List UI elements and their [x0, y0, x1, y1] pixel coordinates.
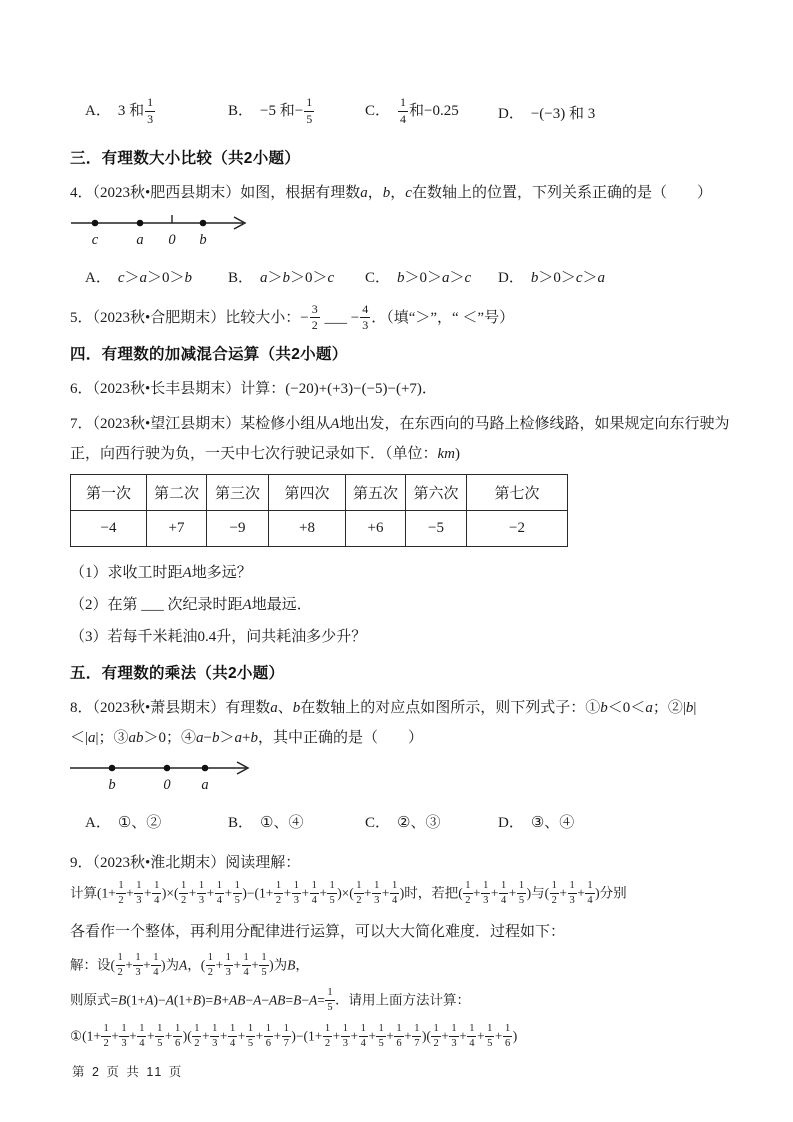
table-cell: +6	[346, 510, 406, 546]
option-text: a＞b＞0＞c	[260, 269, 335, 286]
option-text: ①、②	[117, 814, 162, 831]
fraction: $\frac{1}{2}$	[433, 1022, 439, 1049]
fraction: $\frac{1}{3}$	[198, 880, 205, 906]
fraction: $\frac{1}{4}$	[229, 1022, 236, 1049]
fraction: $\frac{1}{3}$	[225, 951, 231, 978]
fraction: $\frac{1}{3}$	[212, 1022, 218, 1049]
number-line-label: a	[201, 777, 209, 794]
q4-option-b	[228, 266, 365, 287]
option-text: −(−3) 和 3	[530, 105, 596, 122]
fraction: $\frac{1}{5}$	[487, 1022, 493, 1049]
option-label: A．	[85, 269, 111, 286]
point-dot-c	[92, 220, 99, 227]
fraction: $\frac{1}{4}$	[311, 880, 317, 906]
option-label: B．	[228, 814, 254, 831]
q4-options-row	[70, 261, 735, 291]
fraction: $\frac{1}{6}$	[504, 1022, 511, 1049]
fraction: $\frac{1}{3}$	[374, 880, 380, 906]
fraction: $\frac{1}{2}$	[465, 880, 471, 906]
q8-option-b	[228, 811, 365, 832]
option-text: ②、③	[397, 814, 441, 831]
fraction: $\frac{1}{5}$	[306, 95, 313, 126]
q7-part-1: （1）求收工时距A地多远？	[70, 564, 252, 581]
fraction: $\frac{1}{4}$	[392, 880, 398, 906]
q3-options-row	[70, 90, 735, 134]
option-label: B．	[228, 103, 254, 120]
fraction: $\frac{1}{6}$	[174, 1022, 181, 1049]
table-cell: −5	[406, 510, 467, 546]
table-header-cell: 第二次	[147, 474, 207, 510]
fraction: $\frac{1}{2}$	[118, 880, 124, 906]
fraction: $\frac{3}{2}$	[311, 301, 318, 333]
number-line-label: 0	[163, 777, 171, 794]
point-dot-a	[202, 765, 209, 772]
q3-option-d	[498, 102, 735, 123]
fraction: $\frac{1}{4}$	[216, 880, 222, 906]
fraction: $\frac{1}{5}$	[378, 1022, 384, 1049]
q8-options-row	[70, 806, 735, 836]
table-header-row	[71, 474, 568, 510]
option-label: C．	[365, 269, 391, 286]
option-text: b＞0＞c＞a	[530, 269, 606, 286]
table-header-cell: 第六次	[406, 474, 467, 510]
option-text: c＞a＞0＞b	[117, 269, 193, 286]
fraction: $\frac{1}{3}$	[293, 880, 299, 906]
table-cell: −2	[467, 510, 568, 546]
point-dot-b	[200, 220, 207, 227]
table-header-cell: 第四次	[269, 474, 346, 510]
q3-option-a	[85, 97, 228, 127]
fraction: $\frac{1}{2}$	[117, 951, 123, 978]
option-text: $\frac{1}{4}$ 和−0.25	[400, 95, 459, 126]
fraction: $\frac{1}{4}$	[587, 880, 593, 906]
option-label: D．	[498, 269, 524, 286]
q8-option-a	[85, 811, 228, 832]
point-dot-a	[137, 220, 144, 227]
q4-number-line	[70, 211, 735, 257]
fraction: $\frac{1}{7}$	[414, 1022, 420, 1049]
fraction: $\frac{1}{5}$	[261, 951, 267, 978]
fraction: $\frac{1}{5}$	[157, 1022, 163, 1049]
fraction: $\frac{1}{3}$	[136, 880, 142, 906]
fraction: $\frac{1}{2}$	[207, 951, 213, 978]
fraction: $\frac{1}{5}$	[327, 987, 333, 1013]
option-label: B．	[228, 269, 254, 286]
fraction: $\frac{1}{6}$	[265, 1022, 271, 1049]
q9-exercise-line: ①(1+ $\frac{1}{2}$ + $\frac{1}{3}$ + $\frac{1}{4}$ + $\frac{1}{5}$ + $\frac{1}{6}$ )( $\frac{1}{2}$ + $\frac{1}{3}$ + $\frac{1}{4}$ + $\frac{1}{5}$ + $\frac{1}{6}$ + $\frac{1}{7}$ )−(1+ $\frac{1}{2}$ + $\frac{1}{3}$ + $\frac{1}{4}$ + $\frac{1}{5}$ + $\frac{1}{6}$ + $\frac{1}{7}$ )( $\frac{1}{2}$ + $\frac{1}{3}$ + $\frac{1}{4}$ + $\frac{1}{5}$ + $\frac{1}{6}$ )	[70, 1022, 518, 1049]
fraction: $\frac{1}{4}$	[153, 951, 159, 978]
fraction: $\frac{1}{3}$	[483, 880, 489, 906]
fraction: $\frac{1}{5}$	[518, 880, 525, 906]
q9-stem: 9．（2023秋•淮北期末）阅读理解：	[70, 855, 301, 872]
fraction: $\frac{1}{3}$	[451, 1022, 457, 1049]
fraction: $\frac{1}{5}$	[247, 1022, 254, 1049]
fraction: $\frac{1}{4}$	[400, 95, 407, 126]
section-heading-4: 四．有理数的加减混合运算（共2小题）	[70, 345, 348, 363]
fraction: $\frac{1}{4}$	[243, 951, 249, 978]
number-line-axis	[70, 756, 270, 776]
q9-solution-line: 解：设( $\frac{1}{2}$ + $\frac{1}{3}$ + $\frac{1}{4}$ )为A，( $\frac{1}{2}$ + $\frac{1}{3}$ + $\frac{1}{4}$ + $\frac{1}{5}$ )为B，	[70, 951, 309, 978]
fraction: $\frac{1}{4}$	[139, 1022, 145, 1049]
fraction: $\frac{1}{5}$	[329, 880, 335, 906]
number-line-label: 0	[168, 232, 176, 248]
option-text: −5 和− $\frac{1}{5}$	[260, 95, 313, 126]
point-dot-b	[109, 765, 116, 772]
option-text: 3 和 $\frac{1}{3}$	[117, 95, 154, 126]
q9-formula-line-1: 计算(1+ $\frac{1}{2}$ + $\frac{1}{3}$ + $\frac{1}{4}$ )×( $\frac{1}{2}$ + $\frac{1}{3}$ + $\frac{1}{4}$ + $\frac{1}{5}$ )−(1+ $\frac{1}{2}$ + $\frac{1}{3}$ + $\frac{1}{4}$ + $\frac{1}{5}$ )×( $\frac{1}{2}$ + $\frac{1}{3}$ + $\frac{1}{4}$ )时，若把( $\frac{1}{2}$ + $\frac{1}{3}$ + $\frac{1}{4}$ + $\frac{1}{5}$ )与( $\frac{1}{2}$ + $\frac{1}{3}$ + $\frac{1}{4}$ )分别	[70, 880, 627, 906]
table-cell: −9	[207, 510, 269, 546]
q4-option-a	[85, 266, 228, 287]
table-cell: +8	[269, 510, 346, 546]
section-heading-5: 五．有理数的乘法（共2小题）	[70, 665, 285, 683]
q8-stem: 8．（2023秋•萧县期末）有理数a、b在数轴上的对应点如图所示，则下列式子：①b＜0＜a；②|b|＜|a|；③ab＞0；④a−b＞a+b，其中正确的是（ ）	[70, 700, 697, 747]
q4-option-d	[498, 266, 735, 287]
fraction: $\frac{1}{5}$	[234, 880, 240, 906]
option-label: C．	[365, 814, 391, 831]
fraction: $\frac{1}{4}$	[154, 880, 160, 906]
fraction: $\frac{1}{2}$	[194, 1022, 200, 1049]
fraction: $\frac{1}{2}$	[103, 1022, 109, 1049]
option-text: b＞0＞a＞c	[397, 269, 472, 286]
page-footer: 第 2 页 共 11 页	[72, 1065, 184, 1079]
q7-subquestions	[70, 557, 735, 654]
q3-option-c	[365, 97, 498, 127]
option-label: D．	[498, 105, 524, 122]
q8-option-c	[365, 811, 498, 832]
option-label: A．	[85, 814, 111, 831]
q9-derivation-line: 则原式=B(1+A)−A(1+B)=B+AB−A−AB=B−A= $\frac{1}{5}$ ．请用上面方法计算：	[70, 987, 471, 1013]
fraction: $\frac{1}{4}$	[501, 880, 507, 906]
table-header-cell: 第七次	[467, 474, 568, 510]
q7-table	[70, 474, 568, 547]
fraction: $\frac{1}{2}$	[180, 880, 187, 906]
q4-option-c	[365, 266, 498, 287]
page-content	[70, 90, 735, 1059]
table-header-cell: 第五次	[346, 474, 406, 510]
number-line-label: b	[108, 777, 116, 794]
fraction: $\frac{1}{2}$	[551, 880, 557, 906]
table-cell: +7	[147, 510, 207, 546]
q5-stem: 5．（2023秋•合肥期末）比较大小：− $\frac{3}{2}$ ___ − $\frac{4}{3}$ ．（填“＞”，“ ＜”号）	[70, 301, 515, 333]
fraction: $\frac{1}{2}$	[356, 880, 362, 906]
option-label: C．	[365, 103, 391, 120]
q3-option-b	[228, 97, 365, 127]
fraction: $\frac{1}{3}$	[569, 880, 575, 906]
option-text: ③、④	[530, 814, 575, 831]
fraction: $\frac{1}{4}$	[469, 1022, 475, 1049]
fraction: $\frac{1}{4}$	[360, 1022, 366, 1049]
fraction: $\frac{1}{2}$	[324, 1022, 331, 1049]
table-header-cell: 第三次	[207, 474, 269, 510]
fraction: $\frac{1}{3}$	[135, 951, 141, 978]
point-dot-0	[164, 765, 171, 772]
option-label: D．	[498, 814, 524, 831]
table-header-cell: 第一次	[71, 474, 147, 510]
q9-text-line: 各看作一个整体，再利用分配律进行运算，可以大大简化难度．过程如下：	[70, 923, 566, 940]
q8-option-d	[498, 811, 735, 832]
fraction: $\frac{1}{2}$	[275, 880, 282, 906]
fraction: $\frac{1}{3}$	[121, 1022, 127, 1049]
fraction: $\frac{4}{3}$	[362, 301, 369, 333]
q7-stem: 7．（2023秋•望江县期末）某检修小组从A地出发，在东西向的马路上检修线路，如果规定向东行驶为正，向西行驶为负，一天中七次行驶记录如下．（单位：km)	[70, 415, 730, 462]
option-text: ①、④	[260, 814, 304, 831]
q6-stem: 6．（2023秋•长丰县期末）计算：(−20)+(+3)−(−5)−(+7)．	[70, 380, 437, 397]
fraction: $\frac{1}{3}$	[147, 95, 154, 126]
fraction: $\frac{1}{3}$	[342, 1022, 348, 1049]
number-line-axis	[70, 211, 270, 231]
q4-stem: 4．（2023秋•肥西县期末）如图，根据有理数a，b，c在数轴上的位置，下列关系正确的是（ ）	[70, 185, 712, 201]
option-label: A．	[85, 103, 111, 120]
q8-number-line	[70, 756, 735, 802]
table-value-row	[71, 510, 568, 546]
q7-part-3: （3）若每千米耗油0.4升，问共耗油多少升？	[70, 629, 367, 645]
section-heading-3: 三．有理数大小比较（共2小题）	[70, 150, 301, 167]
fraction: $\frac{1}{7}$	[283, 1022, 289, 1049]
number-line-label: a	[136, 232, 144, 248]
number-line-label: c	[91, 232, 99, 248]
table-cell: −4	[71, 510, 147, 546]
number-line-label: b	[199, 232, 207, 248]
fraction: $\frac{1}{6}$	[396, 1022, 402, 1049]
q7-part-2: （2）在第 ___ 次纪录时距A地最远．	[70, 596, 312, 613]
